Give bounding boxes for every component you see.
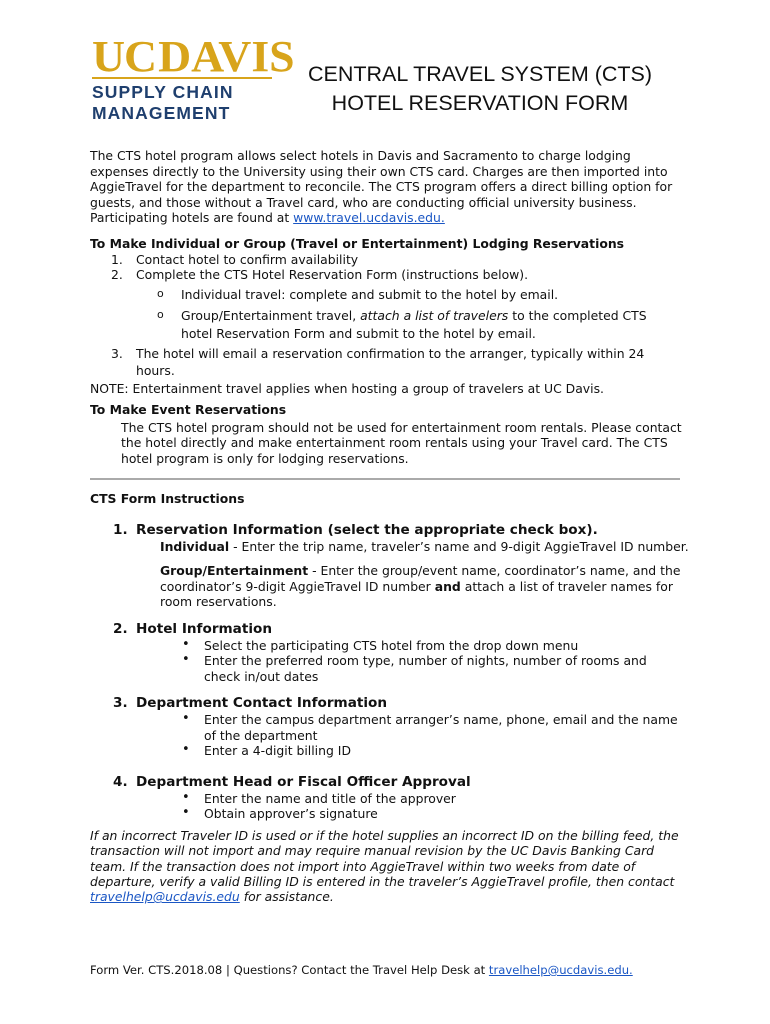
bullet-text: Obtain approver’s signature [204, 806, 378, 821]
note-suffix: for assistance. [239, 889, 334, 905]
bullet-text-line: check in/out dates [204, 668, 319, 684]
logo-line2: MANAGEMENT [92, 103, 231, 123]
step-item [90, 345, 690, 379]
sub-text-part: to the completed CTS [508, 307, 647, 323]
intro-line: The CTS hotel program allows select hotels in Davis and Sacramento to charge lodging [90, 148, 631, 163]
section-number: 4. [113, 773, 128, 790]
bullet-item [182, 653, 690, 684]
bullet-icon: • [182, 711, 190, 726]
lodging-section [90, 236, 690, 396]
step-item [90, 267, 690, 283]
step-item [90, 252, 690, 268]
page-footer [90, 963, 690, 977]
group-text: attach a list of traveler names for [460, 578, 673, 594]
logo-uc-text: UC [92, 32, 157, 81]
page-title [300, 60, 660, 118]
step-text-line: hours. [136, 362, 175, 378]
instructions-heading: CTS Form Instructions [90, 491, 245, 506]
section-number: 1. [113, 521, 128, 538]
instruction-section-2 [90, 621, 690, 638]
travel-site-link[interactable]: www.travel.ucdavis.edu. [293, 210, 445, 225]
section-number: 2. [113, 620, 128, 637]
footer-text: Form Ver. CTS.2018.08 | Questions? Contact the Travel Help Desk at [90, 963, 489, 977]
event-section [90, 402, 690, 466]
sub-bullet-icon: o [157, 286, 164, 300]
section-title: Department Contact Information [136, 695, 388, 711]
sub-bullet-icon: o [157, 307, 164, 321]
intro-line: guests, and those without a Travel card, who are conducting official university business. [90, 194, 637, 210]
step-text [136, 345, 690, 379]
bullet-icon: • [182, 742, 190, 757]
bullet-icon: • [182, 636, 190, 652]
bullet-item [182, 638, 690, 654]
instruction-section-4 [90, 774, 690, 791]
bullet-text: Enter a 4-digit billing ID [204, 743, 351, 758]
footer-email-link[interactable]: travelhelp@ucdavis.edu. [488, 963, 633, 977]
bullet-item [182, 712, 690, 743]
section-title: Reservation Information (select the appropriate check box). [136, 521, 598, 538]
sub-item [157, 286, 690, 304]
bullet-icon: • [182, 805, 190, 820]
instruction-section-3 [90, 695, 690, 712]
bullet-icon: • [182, 789, 190, 805]
event-line: The CTS hotel program should not be used for entertainment room rentals. Please contact [121, 419, 682, 435]
intro-line [90, 210, 680, 226]
group-text: coordinator’s 9-digit AggieTravel ID number [160, 578, 435, 594]
sub-item [157, 307, 690, 343]
instruction-section-1 [90, 522, 690, 539]
individual-label: Individual [160, 538, 230, 554]
note-line: If an incorrect Traveler ID is used or if the hotel supplies an incorrect ID on the billing feed, the [90, 828, 679, 843]
uc-davis-logo [92, 32, 295, 124]
bullet-text: Select the participating CTS hotel from the drop down menu [204, 637, 579, 653]
traveler-id-note [90, 828, 690, 904]
title-line1: CENTRAL TRAVEL SYSTEM (CTS) [307, 62, 653, 86]
note-line: team. If the transaction does not import into AggieTravel within two weeks from date of [90, 858, 636, 874]
bullet-list [182, 791, 690, 822]
bullet-list [182, 638, 690, 685]
step-text-line: The hotel will email a reservation confirmation to the arranger, typically within 24 [136, 345, 645, 361]
event-line: the hotel directly and make entertainment room rentals using your Travel card. The CTS [121, 435, 668, 450]
group-text: room reservations. [160, 594, 277, 609]
step-number: 1. [111, 251, 123, 267]
step-number: 3. [111, 345, 123, 361]
entertainment-note: NOTE: Entertainment travel applies when hosting a group of travelers at UC Davis. [90, 380, 604, 396]
intro-line: expenses directly to the University using their own CTS card. Charges are then imported into [90, 163, 668, 179]
bullet-text [204, 653, 690, 684]
bullet-text-line: of the department [204, 727, 318, 743]
bullet-item [182, 743, 690, 759]
bullet-text-line: Enter the preferred room type, number of nights, number of rooms and [204, 653, 647, 668]
bullet-list [182, 712, 690, 759]
sub-text-emphasis: attach a list of travelers [360, 307, 509, 323]
logo-davis-text: DAVIS [158, 32, 295, 81]
intro-line: AggieTravel for the department to reconcile. The CTS program offers a direct billing option for [90, 179, 673, 194]
sub-text [181, 307, 690, 343]
group-text: - Enter the group/event name, coordinator’s name, and the [308, 563, 681, 578]
title-line2: HOTEL RESERVATION FORM [331, 91, 629, 115]
logo-wordmark [92, 32, 295, 81]
sub-text-part: Group/Entertainment travel, [181, 307, 361, 323]
note-line: transaction will not import and may require manual revision by the UC Davis Banking Card [90, 843, 655, 859]
group-label: Group/Entertainment [160, 563, 309, 578]
bullet-text: Enter the name and title of the approver [204, 790, 456, 806]
travelhelp-email-link[interactable]: travelhelp@ucdavis.edu [90, 889, 240, 905]
group-instruction [160, 563, 690, 610]
section-title: Department Head or Fiscal Officer Approval [136, 773, 471, 790]
event-paragraph [121, 420, 690, 467]
group-emphasis: and [434, 578, 461, 594]
bullet-text [204, 712, 690, 743]
step-number: 2. [111, 267, 123, 282]
individual-text: - Enter the trip name, traveler’s name and 9-digit AggieTravel ID number. [229, 538, 689, 554]
step-text: Complete the CTS Hotel Reservation Form (instructions below). [136, 267, 529, 282]
individual-instruction [160, 539, 690, 555]
intro-line-prefix: Participating hotels are found at [90, 210, 294, 225]
section-number: 3. [113, 695, 128, 711]
sub-text: Individual travel: complete and submit to the hotel by email. [181, 286, 559, 302]
intro-paragraph [90, 148, 680, 226]
bullet-item [182, 806, 690, 822]
event-heading: To Make Event Reservations [90, 402, 287, 417]
bullet-item [182, 791, 690, 807]
lodging-heading: To Make Individual or Group (Travel or Entertainment) Lodging Reservations [90, 236, 625, 251]
logo-line1: SUPPLY CHAIN [92, 82, 234, 102]
event-line: hotel program is only for lodging reservations. [121, 450, 409, 466]
step-text: Contact hotel to confirm availability [136, 251, 359, 267]
sub-text-part: hotel Reservation Form and submit to the hotel by email. [181, 325, 536, 341]
note-line: departure, verify a valid Billing ID is entered in the traveler’s AggieTravel profile, then contact [90, 873, 675, 889]
section-title: Hotel Information [136, 620, 273, 637]
bullet-icon: • [182, 652, 190, 667]
instructions-section [90, 491, 690, 822]
bullet-text-line: Enter the campus department arranger’s name, phone, email and the name [204, 712, 678, 727]
note-line [90, 889, 690, 904]
section-divider [90, 478, 680, 480]
